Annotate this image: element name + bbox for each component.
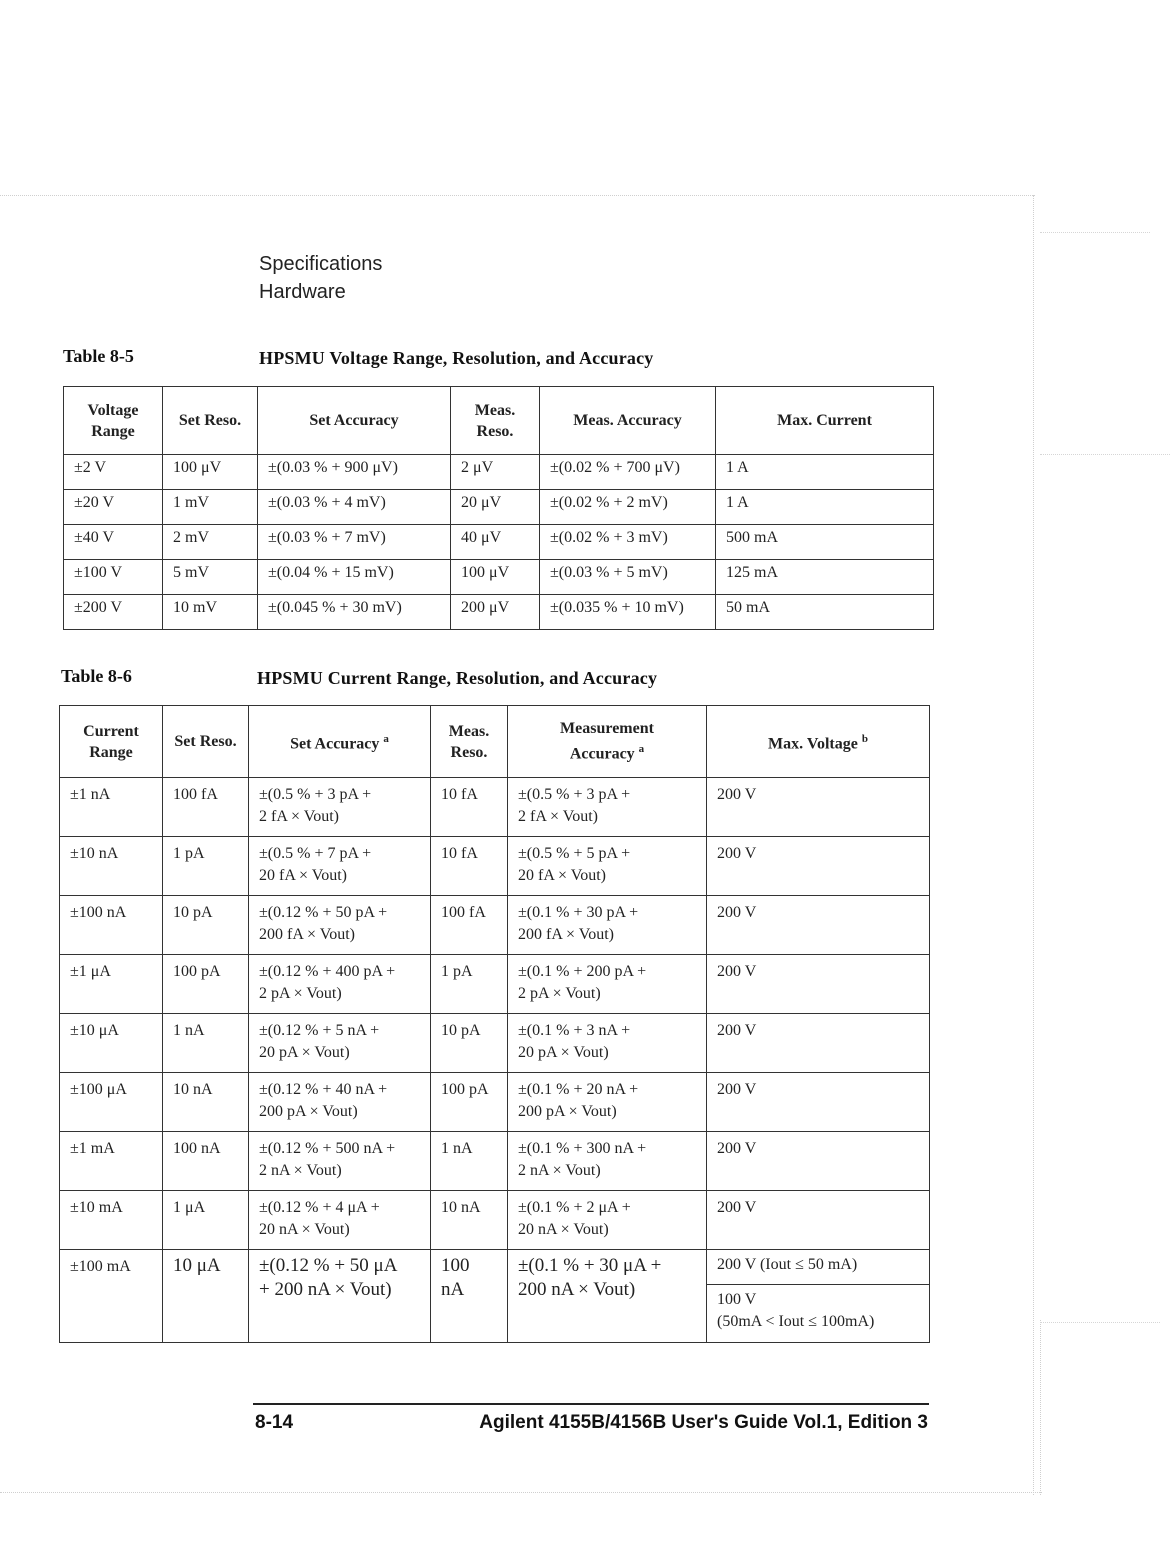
table-cell — [508, 1132, 707, 1191]
running-header — [259, 250, 382, 306]
col-header: Set Reso. — [163, 706, 249, 778]
scan-mark — [1040, 454, 1170, 455]
page-number: 8-14 — [255, 1412, 294, 1433]
table-cell: ±200 V — [64, 595, 163, 630]
table-row — [60, 1014, 930, 1073]
cell-line: ±(0.5 % + 3 pA + — [259, 786, 372, 803]
scan-border-right-inner — [1040, 1320, 1041, 1495]
table-cell: ±(0.02 % + 3 mV) — [540, 525, 716, 560]
cell-line: ±(0.1 % + 3 nA + — [518, 1022, 631, 1039]
table-cell: 10 nA — [431, 1191, 508, 1250]
table-cell — [249, 1132, 431, 1191]
table-cell: ±1 nA — [60, 778, 163, 837]
table-header-row — [60, 706, 930, 778]
table-row — [60, 778, 930, 837]
scan-border-right — [1033, 195, 1034, 1495]
table-cell — [249, 1073, 431, 1132]
header-section: Specifications — [259, 253, 383, 275]
table-cell — [508, 1250, 707, 1343]
table-cell — [249, 1014, 431, 1073]
cell-line: 200 V (Iout ≤ 50 mA) — [707, 1250, 929, 1285]
table-cell — [508, 1073, 707, 1132]
table-cell: 125 mA — [716, 560, 934, 595]
table-cell: ±1 mA — [60, 1132, 163, 1191]
cell-line: ±(0.12 % + 400 pA + — [259, 963, 396, 980]
table-cell: 100 pA — [163, 955, 249, 1014]
col-header — [508, 706, 707, 778]
table-cell — [707, 1250, 930, 1343]
header-text: Measurement — [560, 720, 654, 738]
cell-line: ±(0.1 % + 20 nA + — [518, 1081, 639, 1098]
scan-mark — [1040, 232, 1150, 233]
cell-line: ±(0.12 % + 4 μA + — [259, 1199, 380, 1216]
table-row — [64, 525, 934, 560]
table-cell: 200 V — [707, 1014, 930, 1073]
cell-line: 20 fA × Vout) — [518, 867, 606, 884]
table-label: Table 8-5 — [63, 346, 134, 366]
table-cell: ±40 V — [64, 525, 163, 560]
table-cell — [508, 1014, 707, 1073]
table-cell: ±(0.03 % + 7 mV) — [258, 525, 451, 560]
cell-line: ±(0.5 % + 3 pA + — [518, 786, 631, 803]
col-header: Current Range — [60, 706, 163, 778]
col-header — [249, 706, 431, 778]
table-cell: 10 μA — [163, 1250, 249, 1343]
cell-line: 200 fA × Vout) — [518, 926, 614, 943]
table-cell: ±10 mA — [60, 1191, 163, 1250]
col-header: Meas. Reso. — [451, 387, 540, 455]
table-cell: 100 fA — [163, 778, 249, 837]
table-row — [60, 955, 930, 1014]
table-cell: ±100 V — [64, 560, 163, 595]
table-cell: 1 A — [716, 490, 934, 525]
table-cell: ±100 nA — [60, 896, 163, 955]
table-cell: 1 mV — [163, 490, 258, 525]
table-cell: 10 mV — [163, 595, 258, 630]
cell-line: ±(0.12 % + 40 nA + — [259, 1081, 388, 1098]
table-cell — [508, 837, 707, 896]
table-cell — [508, 896, 707, 955]
table-row — [60, 1132, 930, 1191]
table-cell: ±2 V — [64, 455, 163, 490]
table-cell: 200 V — [707, 1132, 930, 1191]
table-row — [60, 1073, 930, 1132]
scan-mark — [1040, 1322, 1160, 1323]
scan-border-top — [0, 195, 1035, 196]
table-cell: 200 V — [707, 837, 930, 896]
col-header: Max. Current — [716, 387, 934, 455]
table-header-row — [64, 387, 934, 455]
cell-subcell — [707, 1285, 929, 1337]
table-cell: 100 pA — [431, 1073, 508, 1132]
current-spec-table — [59, 705, 930, 1343]
cell-line: 2 nA × Vout) — [518, 1162, 601, 1179]
table-cell: 200 V — [707, 1073, 930, 1132]
cell-line: 2 fA × Vout) — [518, 808, 598, 825]
table-cell: ±10 μA — [60, 1014, 163, 1073]
cell-line: (50mA < Iout ≤ 100mA) — [717, 1313, 875, 1330]
header-text: Accuracy — [569, 745, 635, 763]
cell-line: 200 nA × Vout) — [518, 1279, 636, 1300]
table-cell: 10 nA — [163, 1073, 249, 1132]
table-cell: 100 nA — [163, 1132, 249, 1191]
table-cell: 20 μV — [451, 490, 540, 525]
table-cell: ±(0.045 % + 30 mV) — [258, 595, 451, 630]
voltage-spec-table — [63, 386, 934, 630]
table-cell: 1 pA — [163, 837, 249, 896]
footnote-marker: a — [638, 743, 645, 756]
cell-line: ±(0.12 % + 5 nA + — [259, 1022, 380, 1039]
header-text: Max. Voltage — [768, 735, 858, 753]
cell-line: nA — [441, 1279, 465, 1300]
table-cell — [249, 896, 431, 955]
table-cell: 1 nA — [163, 1014, 249, 1073]
table-cell — [508, 778, 707, 837]
table-cell: 200 V — [707, 1191, 930, 1250]
table-row — [64, 595, 934, 630]
table-cell — [249, 1250, 431, 1343]
footnote-marker: b — [861, 732, 868, 745]
cell-line: 100 V — [717, 1291, 757, 1308]
col-header: Meas. Accuracy — [540, 387, 716, 455]
table-cell: 5 mV — [163, 560, 258, 595]
table-cell — [431, 1250, 508, 1343]
table-cell: 2 μV — [451, 455, 540, 490]
table-cell: ±(0.03 % + 900 μV) — [258, 455, 451, 490]
table-cell: 100 μV — [451, 560, 540, 595]
cell-line: 200 fA × Vout) — [259, 926, 355, 943]
cell-line: 2 pA × Vout) — [259, 985, 342, 1002]
cell-line: 200 pA × Vout) — [259, 1103, 358, 1120]
scan-border-bottom — [0, 1492, 1042, 1493]
cell-line: ±(0.1 % + 200 pA + — [518, 963, 647, 980]
table-cell — [508, 955, 707, 1014]
footer-rule — [253, 1403, 929, 1405]
cell-line: 20 fA × Vout) — [259, 867, 347, 884]
cell-line: ±(0.12 % + 500 nA + — [259, 1140, 396, 1157]
table-cell: 10 fA — [431, 778, 508, 837]
cell-line: 20 pA × Vout) — [518, 1044, 609, 1061]
table-cell: 200 V — [707, 778, 930, 837]
cell-line: ±(0.1 % + 300 nA + — [518, 1140, 647, 1157]
table-cell: ±(0.04 % + 15 mV) — [258, 560, 451, 595]
cell-line: ±(0.5 % + 7 pA + — [259, 845, 372, 862]
header-subsection: Hardware — [259, 281, 346, 303]
table-cell: 1 μA — [163, 1191, 249, 1250]
document-title: Agilent 4155B/4156B User's Guide Vol.1, Edition 3 — [479, 1412, 928, 1433]
table-cell: 1 pA — [431, 955, 508, 1014]
table-row — [64, 455, 934, 490]
cell-line: 20 nA × Vout) — [518, 1221, 609, 1238]
footnote-marker: a — [383, 732, 389, 745]
table-cell: 40 μV — [451, 525, 540, 560]
table-cell — [508, 1191, 707, 1250]
table-cell: 500 mA — [716, 525, 934, 560]
table-cell: ±10 nA — [60, 837, 163, 896]
col-header: Set Accuracy — [258, 387, 451, 455]
table-cell: 10 fA — [431, 837, 508, 896]
table-cell: ±(0.03 % + 4 mV) — [258, 490, 451, 525]
cell-line: ±(0.5 % + 5 pA + — [518, 845, 631, 862]
cell-line: ±(0.1 % + 2 μA + — [518, 1199, 631, 1216]
table-cell: ±(0.02 % + 700 μV) — [540, 455, 716, 490]
header-text: Set Accuracy — [290, 735, 380, 753]
table-cell: 1 A — [716, 455, 934, 490]
cell-line: 2 pA × Vout) — [518, 985, 601, 1002]
table-title: HPSMU Current Range, Resolution, and Accuracy — [257, 668, 658, 688]
cell-line: 2 nA × Vout) — [259, 1162, 342, 1179]
table-row — [60, 1250, 930, 1343]
table-cell: 1 nA — [431, 1132, 508, 1191]
table-cell — [249, 955, 431, 1014]
table-cell: 50 mA — [716, 595, 934, 630]
table-label: Table 8-6 — [61, 666, 132, 686]
table-row — [60, 896, 930, 955]
table-row — [64, 490, 934, 525]
table-cell: 200 V — [707, 955, 930, 1014]
table-cell — [249, 1191, 431, 1250]
table-cell — [249, 778, 431, 837]
table-cell — [249, 837, 431, 896]
table-cell: 100 fA — [431, 896, 508, 955]
col-header — [707, 706, 930, 778]
table-cell: 200 μV — [451, 595, 540, 630]
table-cell: ±(0.03 % + 5 mV) — [540, 560, 716, 595]
table-row — [60, 1191, 930, 1250]
table-title: HPSMU Voltage Range, Resolution, and Accuracy — [259, 348, 654, 368]
cell-line: 20 nA × Vout) — [259, 1221, 350, 1238]
table-cell: 10 pA — [431, 1014, 508, 1073]
col-header: Set Reso. — [163, 387, 258, 455]
table-cell: ±1 μA — [60, 955, 163, 1014]
table-row — [60, 837, 930, 896]
table-cell: 10 pA — [163, 896, 249, 955]
cell-line: 100 — [441, 1255, 470, 1276]
table-cell: ±100 μA — [60, 1073, 163, 1132]
table-cell: 2 mV — [163, 525, 258, 560]
col-header: Voltage Range — [64, 387, 163, 455]
table-cell: 100 μV — [163, 455, 258, 490]
cell-line: 200 pA × Vout) — [518, 1103, 617, 1120]
cell-line: 20 pA × Vout) — [259, 1044, 350, 1061]
table-cell: ±(0.035 % + 10 mV) — [540, 595, 716, 630]
cell-line: ±(0.1 % + 30 μA + — [518, 1255, 662, 1276]
cell-line: ±(0.1 % + 30 pA + — [518, 904, 639, 921]
table-cell: ±(0.02 % + 2 mV) — [540, 490, 716, 525]
cell-line: 2 fA × Vout) — [259, 808, 339, 825]
cell-line: ±(0.12 % + 50 μA — [259, 1255, 398, 1276]
col-header: Meas. Reso. — [431, 706, 508, 778]
table-cell: 200 V — [707, 896, 930, 955]
cell-line: ±(0.12 % + 50 pA + — [259, 904, 388, 921]
cell-line: + 200 nA × Vout) — [259, 1279, 392, 1300]
table-row — [64, 560, 934, 595]
table-cell: ±100 mA — [60, 1250, 163, 1343]
table-cell: ±20 V — [64, 490, 163, 525]
